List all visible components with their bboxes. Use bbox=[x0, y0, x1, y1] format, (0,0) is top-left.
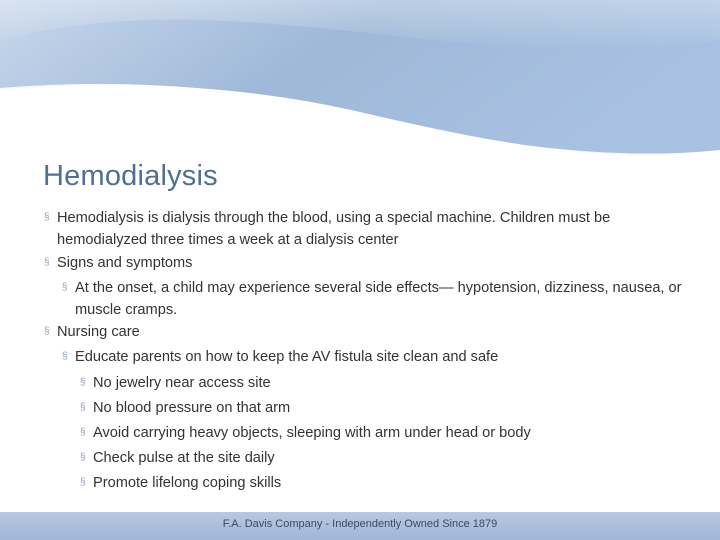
bullet-item bbox=[80, 472, 693, 494]
footer-text: F.A. Davis Company - Independently Owned Since 1879 bbox=[222, 518, 498, 530]
bullet-marker-icon: § bbox=[80, 402, 86, 413]
bullet-text: No blood pressure on that arm bbox=[93, 400, 291, 416]
bullet-item bbox=[44, 321, 687, 343]
bullet-text: No jewelry near access site bbox=[93, 375, 271, 391]
bullet-item bbox=[80, 447, 693, 469]
bullet-marker-icon: § bbox=[80, 377, 86, 388]
footer-band bbox=[0, 512, 720, 540]
bullet-text: Educate parents on how to keep the AV fistula site clean and safe bbox=[75, 349, 499, 365]
bullet-text: Nursing care bbox=[57, 324, 140, 340]
bullet-text: Promote lifelong coping skills bbox=[93, 475, 282, 491]
bullet-marker-icon: § bbox=[80, 477, 86, 488]
bullet-item bbox=[62, 277, 687, 321]
bullet-text: Signs and symptoms bbox=[57, 255, 193, 271]
bullet-text: Check pulse at the site daily bbox=[93, 450, 275, 466]
bullet-marker-icon: § bbox=[44, 212, 50, 223]
bullet-text: Avoid carrying heavy objects, sleeping with arm under head or body bbox=[93, 425, 531, 441]
bullet-marker-icon: § bbox=[62, 282, 68, 293]
bullet-item bbox=[80, 372, 693, 394]
bullet-item bbox=[80, 397, 693, 419]
bullet-marker-icon: § bbox=[80, 452, 86, 463]
bullet-text: At the onset, a child may experience several side effects— hypotension, dizziness, nausea, or muscle cramps. bbox=[75, 280, 682, 318]
slide-title: Hemodialysis bbox=[43, 160, 218, 192]
bullet-item bbox=[44, 252, 687, 274]
bullet-marker-icon: § bbox=[62, 351, 68, 362]
bullet-marker-icon: § bbox=[80, 427, 86, 438]
bullet-item bbox=[80, 422, 693, 444]
header-wave-background bbox=[0, 0, 720, 175]
bullet-item bbox=[62, 346, 687, 368]
bullet-item bbox=[44, 207, 687, 251]
bullet-marker-icon: § bbox=[44, 257, 50, 268]
bullet-text: Hemodialysis is dialysis through the blood, using a special machine. Children must be hemodialyzed three times a week at a dialysis center bbox=[57, 210, 611, 248]
bullet-marker-icon: § bbox=[44, 326, 50, 337]
